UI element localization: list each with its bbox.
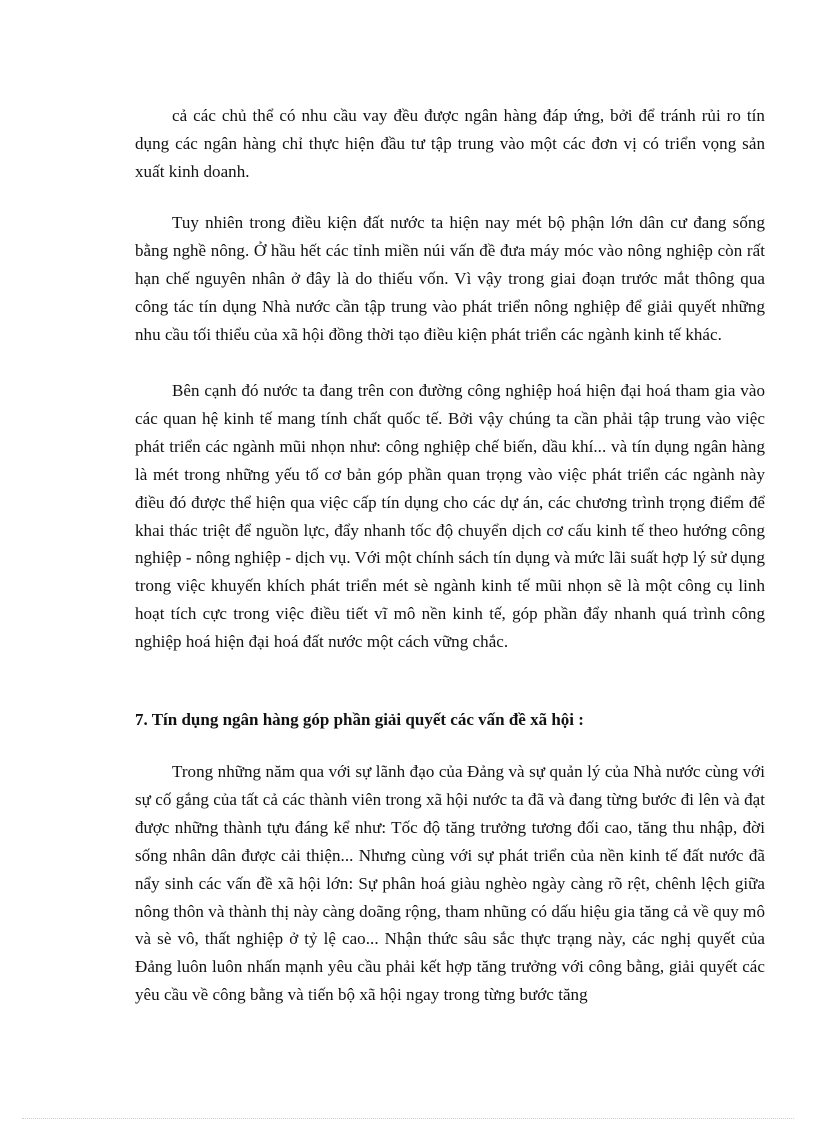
section-heading: 7. Tín dụng ngân hàng góp phần giải quyết các vấn đề xã hội : (135, 710, 584, 729)
paragraph-social-issues: Trong những năm qua với sự lãnh đạo của Đảng và sự quản lý của Nhà nước cùng với sự cố gắng của tất cả các thành viên trong xã hội nước ta đã và đang từng bước đi lên và đạt được những thành tựu đáng kể như: Tốc độ tăng trưởng tương đối cao, tăng thu nhập, đời sống nhân dân được cải thiện... Nhưng cùng với sự phát triển của nền kinh tế đất nước đã nẩy sinh các vấn đề xã hội lớn: Sự phân hoá giàu nghèo ngày càng rõ rệt, chênh lệch giữa nông thôn và thành thị này càng doãng rộng, tham nhũng có dấu hiệu gia tăng cả về quy mô và sè vô, thất nghiệp ở tỷ lệ cao... Nhận thức sâu sắc thực trạng này, các nghị quyết của Đảng luôn luôn nhấn mạnh yêu cầu phải kết hợp tăng trưởng với công bằng, giải quyết các yêu cầu về công bằng và tiến bộ xã hội ngay trong từng bước tăng (135, 762, 765, 1005)
paragraph-continuation: cả các chủ thể có nhu cầu vay đều được ngân hàng đáp ứng, bởi để tránh rủi ro tín dụng các ngân hàng chỉ thực hiện đầu tư tập trung vào một các đơn vị có triển vọng sản xuất kinh doanh. (135, 106, 765, 181)
paragraph-industrialization: Bên cạnh đó nước ta đang trên con đường công nghiệp hoá hiện đại hoá tham gia vào các quan hệ kinh tế mang tính chất quốc tế. Bởi vậy chúng ta cần phải tập trung vào việc phát triển các ngành mũi nhọn như: công nghiệp chế biến, dầu khí... và tín dụng ngân hàng là mét trong những yếu tố cơ bản góp phần quan trọng vào việc phát triển các ngành này điều đó được thể hiện qua việc cấp tín dụng cho các dự án, các chương trình trọng điểm để khai thác triệt để nguồn lực, đẩy nhanh tốc độ chuyển dịch cơ cấu kinh tế theo hướng công nghiệp - nông nghiệp - dịch vụ. Với một chính sách tín dụng và mức lãi suất hợp lý sử dụng trong việc khuyến khích phát triển mét sè ngành kinh tế mũi nhọn sẽ là một công cụ linh hoạt tích cực trong việc điều tiết vĩ mô nền kinh tế, góp phần đẩy nhanh quá trình công nghiệp hoá hiện đại hoá đất nước một cách vững chắc. (135, 381, 765, 652)
paragraph-agriculture: Tuy nhiên trong điều kiện đất nước ta hiện nay mét bộ phận lớn dân cư đang sống bằng nghề nông. Ở hầu hết các tỉnh miền núi vấn đề đưa máy móc vào nông nghiệp còn rất hạn chế nguyên nhân ở đây là do thiếu vốn. Vì vậy trong giai đoạn trước mắt thông qua công tác tín dụng Nhà nước cần tập trung vào phát triển nông nghiệp để giải quyết những nhu cầu tối thiểu của xã hội đồng thời tạo điều kiện phát triển các ngành kinh tế khác. (135, 213, 765, 344)
page-bottom-divider (22, 1118, 794, 1119)
